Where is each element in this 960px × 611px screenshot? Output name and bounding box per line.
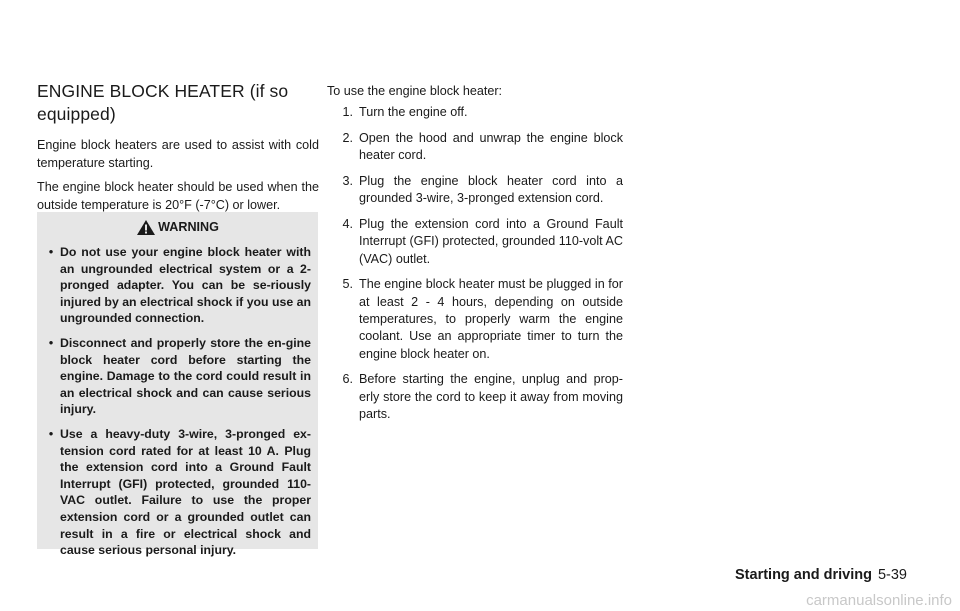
step-text: Before starting the engine, unplug and prop-erly store the cord to keep it away from moving parts. bbox=[359, 372, 623, 421]
step-text: Open the hood and unwrap the engine block heater cord. bbox=[359, 130, 623, 163]
warning-list bbox=[37, 244, 318, 559]
warning-triangle-icon bbox=[136, 219, 156, 236]
step-item bbox=[327, 371, 623, 423]
warning-item bbox=[42, 335, 311, 418]
step-text: Plug the extension cord into a Ground Fault Interrupt (GFI) protected, grounded 110-volt AC (VAC) outlet. bbox=[359, 216, 623, 266]
step-number: 4. bbox=[342, 216, 353, 231]
page-footer bbox=[735, 567, 907, 583]
warning-text: Use a heavy-duty 3-wire, 3-pronged ex-tension cord rated for at least 10 A. Plug the extension cord into a Ground Fault Interrupt (GFI) protected, grounded 110-VAC outlet. Failure to use the proper extension cord or a grounded outlet can result in a fire or electrical shock and cause serious personal injury. bbox=[60, 426, 311, 558]
step-number: 2. bbox=[342, 130, 353, 145]
page-number: 5-39 bbox=[877, 567, 907, 583]
watermark: carmanualsonline.info bbox=[806, 592, 952, 609]
right-column bbox=[327, 82, 623, 432]
step-text: The engine block heater must be plugged in for at least 2 - 4 hours, depending on outside temperatures, to properly warm the engine coolant. Use an appropriate timer to turn the engine block heater on. bbox=[359, 277, 623, 361]
footer-section-title: Starting and driving bbox=[735, 567, 872, 583]
warning-text: Do not use your engine block heater with an ungrounded electrical system or a 2-pronged adapter. You can be se-riously injured by an electrical shock if you use an ungrounded connection. bbox=[60, 245, 311, 326]
intro-paragraph: Engine block heaters are used to assist with cold temperature starting. bbox=[37, 138, 319, 170]
steps-intro: To use the engine block heater: bbox=[327, 84, 503, 98]
temperature-paragraph: The engine block heater should be used when the outside temperature is 20°F (-7°C) or lower. bbox=[37, 180, 319, 212]
step-number: 6. bbox=[342, 372, 353, 387]
step-text: Plug the engine block heater cord into a grounded 3-wire, 3-pronged extension cord. bbox=[359, 173, 623, 206]
step-number: 1. bbox=[342, 105, 353, 119]
step-item bbox=[327, 276, 623, 362]
bullet-icon: • bbox=[48, 426, 54, 441]
warning-text: Disconnect and properly store the en-gine block heater cord before starting the engine. Damage to the cord could result in an electrical shock and can cause serious injury. bbox=[60, 335, 311, 417]
step-text: Turn the engine off. bbox=[359, 105, 468, 119]
bullet-icon: • bbox=[48, 245, 54, 259]
step-item bbox=[327, 104, 623, 121]
steps-list bbox=[327, 104, 623, 423]
left-column bbox=[37, 80, 319, 220]
step-item bbox=[327, 173, 623, 208]
step-number: 5. bbox=[342, 277, 353, 292]
warning-box bbox=[37, 212, 318, 558]
section-heading: ENGINE BLOCK HEATER (if so equipped) bbox=[37, 81, 289, 124]
warning-header bbox=[37, 218, 318, 236]
bullet-icon: • bbox=[48, 335, 54, 350]
warning-title: WARNING bbox=[158, 220, 219, 234]
step-item bbox=[327, 216, 623, 268]
warning-item bbox=[42, 244, 311, 327]
step-number: 3. bbox=[342, 173, 353, 188]
step-item bbox=[327, 130, 623, 165]
warning-item bbox=[42, 426, 311, 559]
